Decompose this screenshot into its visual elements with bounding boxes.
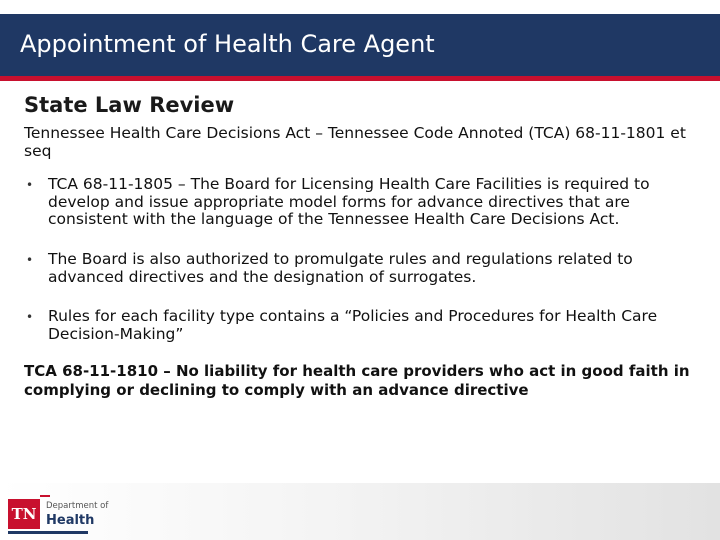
list-item bbox=[24, 176, 700, 229]
footer-bar bbox=[0, 483, 720, 540]
act-citation: Tennessee Health Care Decisions Act – Tennessee Code Annoted (TCA) 68-11-1801 et seq bbox=[24, 124, 686, 160]
bullet-icon: • bbox=[26, 178, 34, 193]
bullet-icon: • bbox=[26, 252, 34, 267]
bullet-text: The Board is also authorized to promulgate rules and regulations related to advanced directives and the designation of surrogates. bbox=[48, 249, 633, 286]
logo-underline bbox=[8, 531, 88, 534]
tn-logo-mark: TN bbox=[8, 499, 40, 529]
logo-accent-line bbox=[40, 495, 50, 497]
title-bar bbox=[0, 14, 720, 76]
logo-department-text: Department of bbox=[46, 501, 109, 511]
slide-content bbox=[24, 92, 700, 401]
liability-note: TCA 68-11-1810 – No liability for health care providers who act in good faith in complying or declining to comply with an advance directive bbox=[24, 361, 690, 400]
list-item bbox=[24, 251, 700, 286]
bullet-icon: • bbox=[26, 310, 34, 325]
list-item bbox=[24, 308, 700, 343]
bullet-list bbox=[24, 176, 700, 344]
logo-health-text: Health bbox=[46, 513, 95, 528]
slide-title: Appointment of Health Care Agent bbox=[20, 30, 435, 58]
title-divider bbox=[0, 76, 720, 81]
bullet-text: Rules for each facility type contains a “Policies and Procedures for Health Care Decision-Making” bbox=[48, 307, 658, 343]
section-heading: State Law Review bbox=[24, 93, 235, 117]
tn-health-logo bbox=[8, 495, 128, 535]
bullet-text: TCA 68-11-1805 – The Board for Licensing Health Care Facilities is required to develop and issue appropriate model forms for advance directives that are consistent with the language of the Tennessee Health Care Decisions Act. bbox=[48, 175, 650, 229]
top-margin bbox=[0, 0, 720, 14]
